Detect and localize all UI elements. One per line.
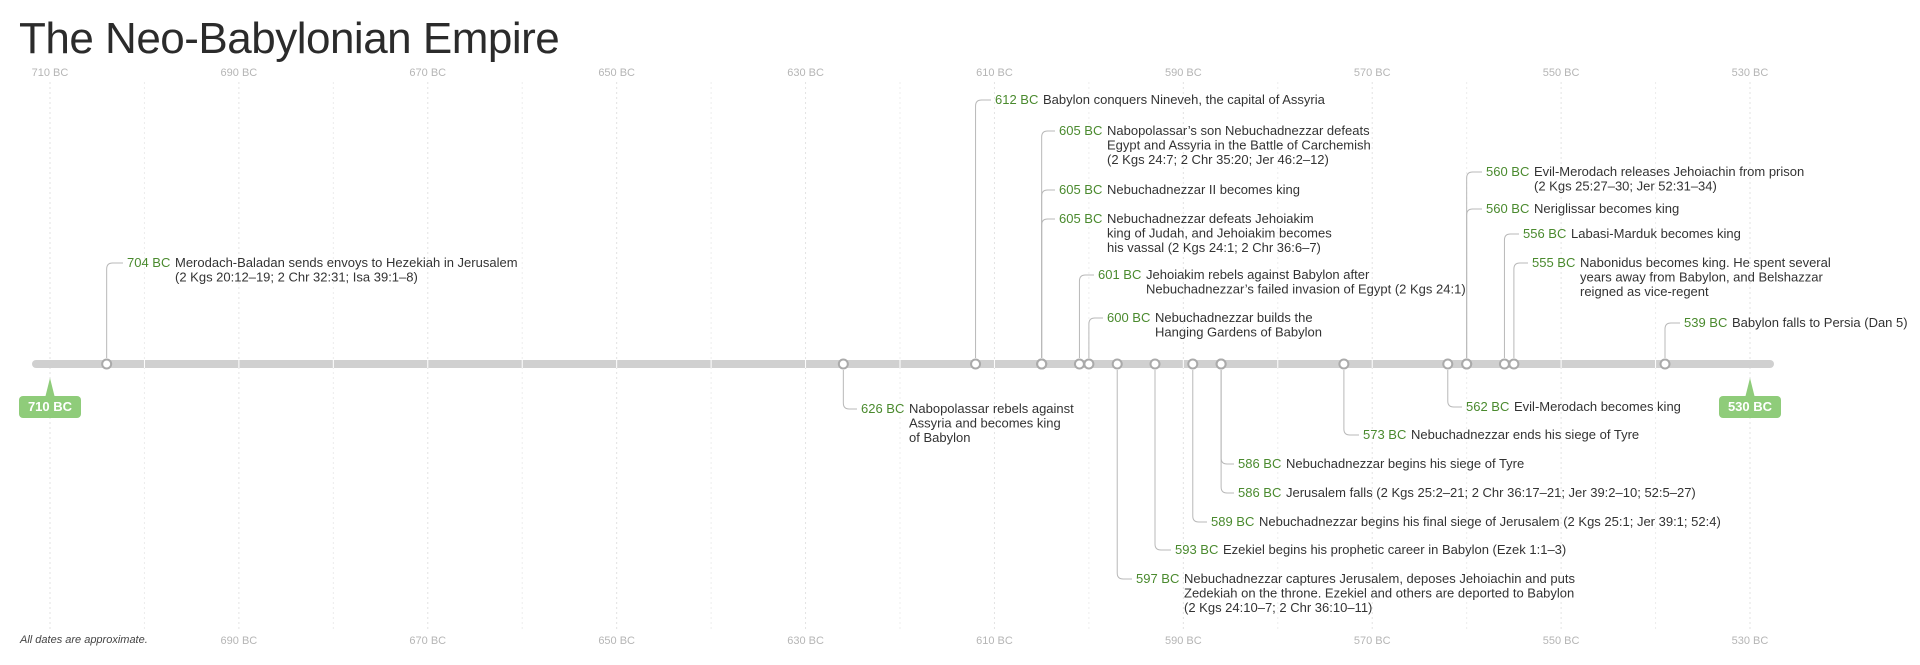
event-marker	[1509, 360, 1518, 369]
event-connector	[1117, 370, 1132, 579]
event-connector	[1193, 370, 1207, 522]
tick-label-bottom: 530 BC	[1731, 635, 1769, 647]
event-text-line: king of Judah, and Jehoiakim becomes	[1107, 225, 1332, 241]
badge-label: 710 BC	[27, 399, 73, 414]
event-label	[1098, 267, 1466, 297]
event-marker	[1151, 360, 1160, 369]
tick-label-top: 690 BC	[220, 67, 258, 79]
event-marker	[1084, 360, 1093, 369]
tick-label-top: 550 BC	[1542, 67, 1580, 79]
event-label	[1107, 310, 1322, 340]
event-text-line: Nebuchadnezzar builds the	[1155, 310, 1313, 325]
range-start-badge	[19, 378, 81, 418]
event-date: 586 BC	[1238, 485, 1282, 500]
event-label	[1523, 226, 1741, 241]
event-date: 600 BC	[1107, 310, 1151, 325]
event-date: 556 BC	[1523, 226, 1567, 241]
tick-label-top: 650 BC	[598, 67, 636, 79]
event-date: 560 BC	[1486, 201, 1530, 216]
tick-label-bottom: 650 BC	[598, 635, 636, 647]
event-date: 573 BC	[1363, 427, 1407, 442]
event-marker	[1339, 360, 1348, 369]
event-date: 589 BC	[1211, 514, 1255, 529]
tick-label-top: 590 BC	[1164, 67, 1202, 79]
event-text-line: Babylon conquers Nineveh, the capital of Assyria	[1043, 92, 1325, 107]
range-end-badge	[1719, 378, 1781, 418]
event-text-line: Nebuchadnezzar begins his siege of Tyre	[1286, 456, 1525, 471]
event-date: 605 BC	[1059, 182, 1103, 197]
event-text-line: Assyria and becomes king	[909, 415, 1061, 431]
event-connector	[1467, 209, 1482, 358]
event-text-line: Hanging Gardens of Babylon	[1155, 324, 1322, 340]
event-connector	[843, 370, 857, 409]
event-marker	[971, 360, 980, 369]
tick-label-bottom: 570 BC	[1353, 635, 1391, 647]
event-label	[127, 255, 518, 285]
event-connector	[1344, 370, 1359, 435]
event-date: 593 BC	[1175, 542, 1219, 557]
event-date: 560 BC	[1486, 164, 1530, 179]
event-label	[1238, 456, 1524, 471]
tick-label-bottom: 550 BC	[1542, 635, 1580, 647]
event-date: 586 BC	[1238, 456, 1282, 471]
event-text-line: Ezekiel begins his prophetic career in Babylon (Ezek 1:1–3)	[1223, 542, 1567, 557]
event-label	[1211, 514, 1721, 529]
event-date: 605 BC	[1059, 211, 1103, 226]
event-marker	[1443, 360, 1452, 369]
event-date: 704 BC	[127, 255, 171, 270]
event-text-line: Jerusalem falls (2 Kgs 25:2–21; 2 Chr 36:17–21; Jer 39:2–10; 52:5–27)	[1286, 485, 1696, 500]
page-title: The Neo-Babylonian Empire	[19, 14, 560, 63]
event-date: 539 BC	[1684, 315, 1728, 330]
tick-label-top: 570 BC	[1353, 67, 1391, 79]
event-marker	[1500, 360, 1509, 369]
event-connectors	[107, 100, 1680, 579]
badge-pointer	[45, 378, 55, 398]
event-marker	[1075, 360, 1084, 369]
event-connector	[1042, 190, 1055, 358]
event-label	[861, 401, 1074, 445]
event-text-line: Jehoiakim rebels against Babylon after	[1146, 267, 1370, 282]
event-connector	[976, 100, 991, 358]
event-label	[1466, 399, 1681, 414]
event-connector	[1504, 234, 1519, 358]
event-text-line: Nebuchadnezzar begins his final siege of Jerusalem (2 Kgs 25:1; Jer 39:1; 52:4)	[1259, 514, 1721, 529]
event-connector	[107, 263, 123, 358]
tick-label-bottom: 590 BC	[1164, 635, 1202, 647]
event-text-line: reigned as vice-regent	[1580, 284, 1709, 299]
event-marker	[1661, 360, 1670, 369]
tick-label-top: 630 BC	[787, 67, 824, 79]
event-text-line: Evil-Merodach releases Jehoiachin from prison	[1534, 164, 1805, 179]
event-text-line: Nabopolassar rebels against	[909, 401, 1074, 416]
event-marker	[839, 360, 848, 369]
event-connector	[1079, 275, 1094, 358]
event-connector	[1665, 323, 1680, 358]
event-label	[995, 92, 1326, 107]
event-label	[1532, 255, 1831, 299]
event-text-line: Nebuchadnezzar defeats Jehoiakim	[1107, 211, 1314, 226]
event-connector	[1042, 131, 1055, 358]
tick-label-bottom: 630 BC	[787, 635, 824, 647]
badge-label: 530 BC	[1727, 399, 1773, 414]
event-label	[1059, 211, 1332, 255]
event-text-line: Nabopolassar’s son Nebuchadnezzar defeats	[1107, 123, 1370, 138]
event-label	[1059, 182, 1300, 197]
event-text-line: Merodach-Baladan sends envoys to Hezekiah in Jerusalem	[175, 255, 518, 270]
tick-label-top: 530 BC	[1731, 67, 1769, 79]
event-date: 612 BC	[995, 92, 1039, 107]
event-text-line: Nebuchadnezzar’s failed invasion of Egypt (2 Kgs 24:1)	[1146, 281, 1466, 297]
event-connector	[1467, 172, 1482, 358]
event-label	[1363, 427, 1639, 442]
event-label	[1136, 571, 1575, 615]
event-text-line: Egypt and Assyria in the Battle of Carchemish	[1107, 137, 1371, 153]
event-connector	[1042, 219, 1055, 358]
event-marker	[1462, 360, 1471, 369]
event-date: 562 BC	[1466, 399, 1510, 414]
event-text-line: Labasi-Marduk becomes king	[1571, 226, 1741, 241]
event-text-line: Nebuchadnezzar II becomes king	[1107, 182, 1300, 197]
event-marker	[1113, 360, 1122, 369]
event-connector	[1221, 370, 1234, 493]
event-text-line: Nabonidus becomes king. He spent several	[1580, 255, 1831, 270]
event-text-line: Evil-Merodach becomes king	[1514, 399, 1681, 414]
event-connector	[1155, 370, 1171, 550]
event-label	[1175, 542, 1566, 557]
badge-pointer	[1745, 378, 1755, 398]
event-text-line: (2 Kgs 25:27–30; Jer 52:31–34)	[1534, 178, 1717, 194]
event-connector	[1221, 370, 1234, 464]
tick-label-top: 710 BC	[31, 67, 69, 79]
event-label	[1059, 123, 1371, 167]
tick-label-bottom: 670 BC	[409, 635, 447, 647]
event-marker	[1037, 360, 1046, 369]
event-label	[1238, 485, 1696, 500]
event-connector	[1448, 370, 1462, 407]
event-labels	[127, 92, 1908, 615]
event-text-line: of Babylon	[909, 430, 971, 445]
event-label	[1486, 164, 1804, 194]
event-date: 626 BC	[861, 401, 905, 416]
event-connector	[1089, 318, 1103, 358]
event-text-line: (2 Kgs 24:7; 2 Chr 35:20; Jer 46:2–12)	[1107, 152, 1329, 167]
event-date: 597 BC	[1136, 571, 1180, 586]
event-marker	[1217, 360, 1226, 369]
event-label	[1486, 201, 1679, 216]
tick-label-top: 670 BC	[409, 67, 447, 79]
event-label	[1684, 315, 1908, 330]
event-text-line: Nebuchadnezzar captures Jerusalem, deposes Jehoiachin and puts	[1184, 571, 1575, 586]
event-date: 555 BC	[1532, 255, 1576, 270]
event-date: 605 BC	[1059, 123, 1103, 138]
tick-label-bottom: 690 BC	[220, 635, 258, 647]
tick-label-bottom: 610 BC	[976, 635, 1013, 647]
tick-label-top: 610 BC	[976, 67, 1013, 79]
event-text-line: Babylon falls to Persia (Dan 5)	[1732, 315, 1908, 330]
event-text-line: years away from Babylon, and Belshazzar	[1580, 269, 1823, 285]
event-text-line: Zedekiah on the throne. Ezekiel and others are deported to Babylon	[1184, 585, 1575, 601]
event-text-line: his vassal (2 Kgs 24:1; 2 Chr 36:6–7)	[1107, 240, 1321, 255]
event-date: 601 BC	[1098, 267, 1142, 282]
event-marker	[1188, 360, 1197, 369]
event-text-line: (2 Kgs 20:12–19; 2 Chr 32:31; Isa 39:1–8)	[175, 269, 418, 285]
event-connector	[1514, 263, 1528, 358]
event-marker	[102, 360, 111, 369]
event-text-line: (2 Kgs 24:10–7; 2 Chr 36:10–11)	[1184, 600, 1373, 615]
event-text-line: Neriglissar becomes king	[1534, 201, 1680, 216]
footnote: All dates are approximate.	[20, 634, 148, 646]
event-text-line: Nebuchadnezzar ends his siege of Tyre	[1411, 427, 1640, 442]
